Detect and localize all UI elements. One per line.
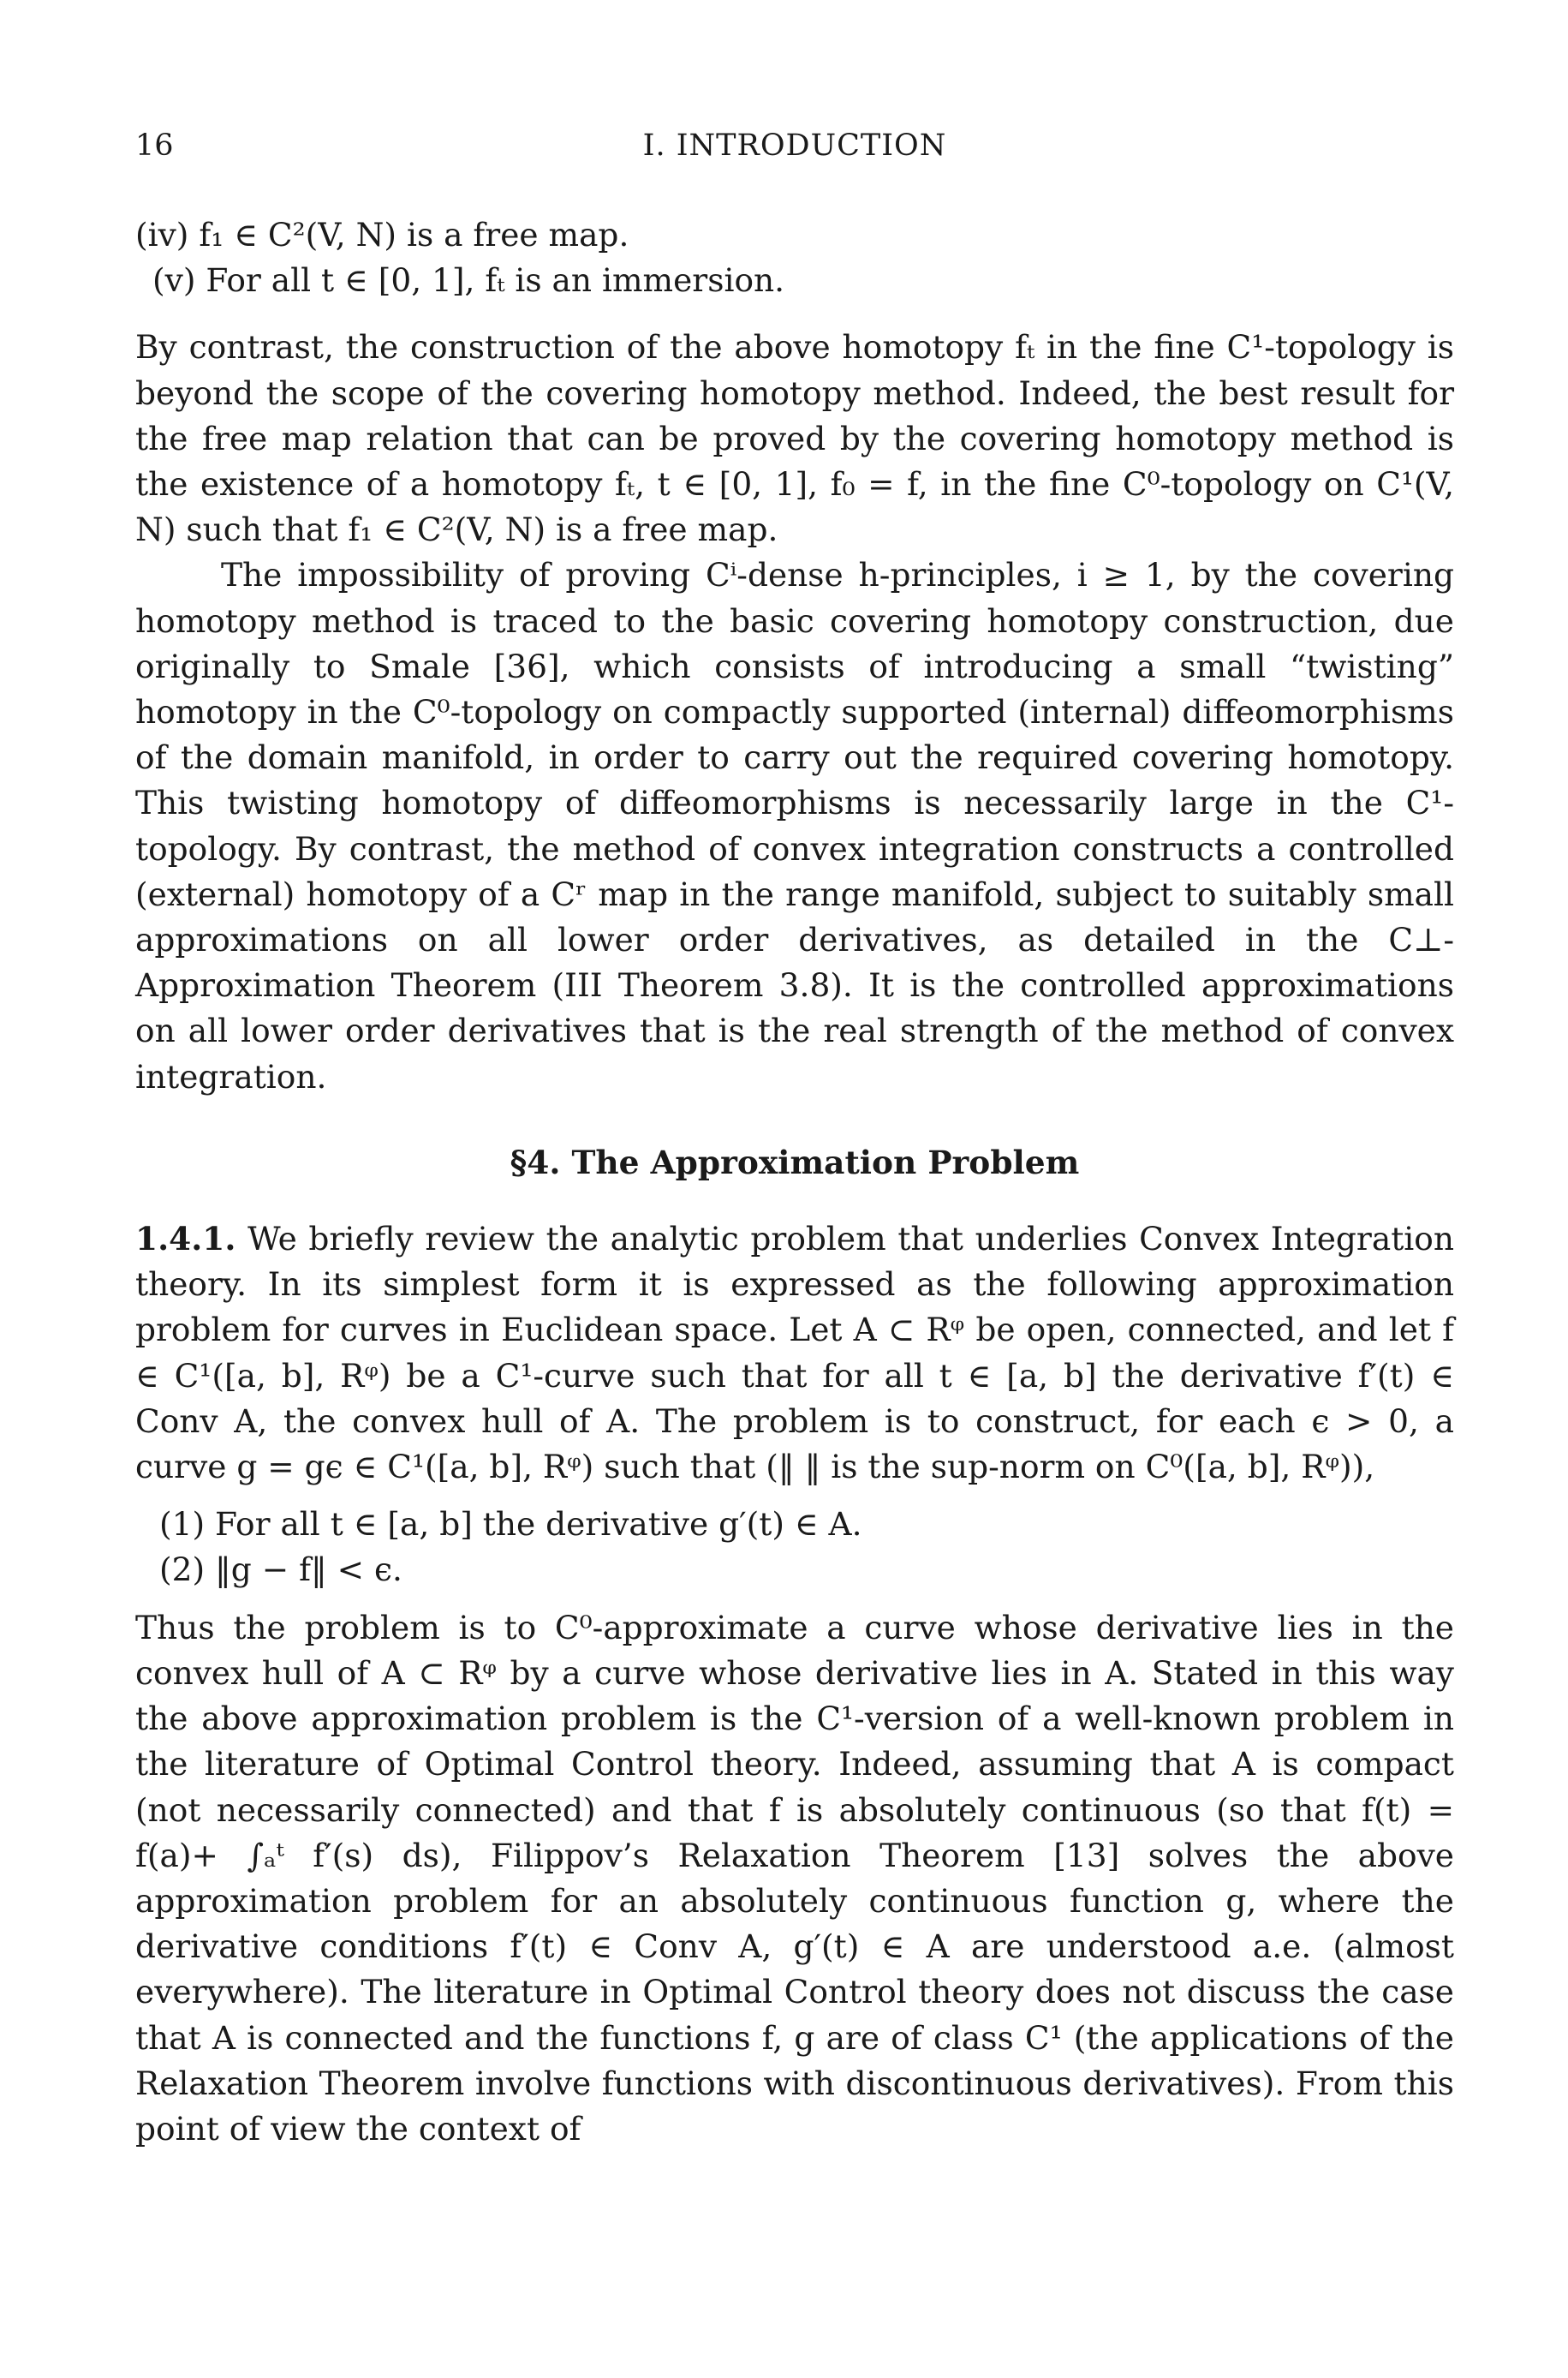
list-label: (iv) [135, 216, 189, 254]
page-number: 16 [135, 128, 174, 163]
condition-item-1 [159, 1502, 1454, 1547]
condition-text: For all t ∈ [a, b] the derivative g′(t) ∈ A. [215, 1505, 862, 1544]
section-title: §4. The Approximation Problem [510, 1143, 1080, 1181]
paragraph-impossibility: The impossibility of proving Cⁱ-dense h-principles, i ≥ 1, by the covering homotopy method is traced to the basic covering homotopy construction, due originally to Smale [36], which consists of introducing a small “twisting” homotopy in the C⁰-topology on compactly supported (internal) diffeomorphisms of the domain manifold, in order to carry out the required covering homotopy. This twisting homotopy of diffeomorphisms is necessarily large in the C¹-topology. By contrast, the method of convex integration constructs a controlled (external) homotopy of a Cʳ map in the range manifold, subject to suitably small approximations on all lower order derivatives, as detailed in the C⊥-Approximation Theorem (III Theorem 3.8). It is the controlled approximations on all lower order derivatives that is the real strength of the method of convex integration. [135, 556, 1454, 1096]
condition-label: (2) [159, 1550, 206, 1589]
list-text: For all t ∈ [0, 1], fₜ is an immersion. [206, 261, 785, 300]
list-item-iv [135, 212, 1454, 258]
paragraph-closing: Thus the problem is to C⁰-approximate a curve whose derivative lies in the convex hull of A ⊂ Rᵠ by a curve whose derivative lies in A. Stated in this way the above approximation problem is the C¹-version of a well-known problem in the literature of Optimal Control theory. Indeed, assuming that A is compact (not necessarily connected) and that f is absolutely continuous (so that f(t) = f(a)+ ∫ₐᵗ f′(s) ds), Filippov’s Relaxation Theorem [13] solves the above approximation problem for an absolutely continuous function g, where the derivative conditions f′(t) ∈ Conv A, g′(t) ∈ A are understood a.e. (almost everywhere). The literature in Optimal Control theory does not discuss the case that A is connected and the functions f, g are of class C¹ (the applications of the Relaxation Theorem involve functions with discontinuous derivatives). From this point of view the context of [135, 1608, 1454, 2148]
condition-list [135, 1502, 1454, 1592]
paragraph-by-contrast: By contrast, the construction of the above homotopy fₜ in the fine C¹-topology is beyond the scope of the covering homotopy method. Indeed, the best result for the free map relation that can be proved by the covering homotopy method is the existence of a homotopy fₜ, t ∈ [0, 1], f₀ = f, in the fine C⁰-topology on C¹(V, N) such that f₁ ∈ C²(V, N) is a free map. [135, 328, 1454, 549]
running-title: I. INTRODUCTION [642, 128, 947, 163]
page-header [135, 128, 1454, 171]
condition-text: ‖g − f‖ < ϵ. [215, 1550, 402, 1589]
list-label: (v) [152, 261, 196, 300]
list-text: f₁ ∈ C²(V, N) is a free map. [199, 216, 629, 254]
condition-label: (1) [159, 1505, 206, 1544]
page-body [135, 212, 1454, 2152]
list-item-v [135, 258, 1454, 303]
subsection-number: 1.4.1. [135, 1220, 236, 1258]
paragraph-section-intro [135, 1216, 1454, 1490]
section-intro-text: We briefly review the analytic problem that underlies Convex Integration theory. In its simplest form it is expressed as the following approximation problem for curves in Euclidean space. Let A ⊂ Rᵠ be open, connected, and let f ∈ C¹([a, b], Rᵠ) be a C¹-curve such that for all t ∈ [a, b] the derivative f′(t) ∈ Conv A, the convex hull of A. The problem is to construct, for each ϵ > 0, a curve g = gϵ ∈ C¹([a, b], Rᵠ) such that (‖ ‖ is the sup-norm on C⁰([a, b], Rᵠ)), [135, 1220, 1455, 1486]
condition-item-2 [159, 1547, 1454, 1592]
